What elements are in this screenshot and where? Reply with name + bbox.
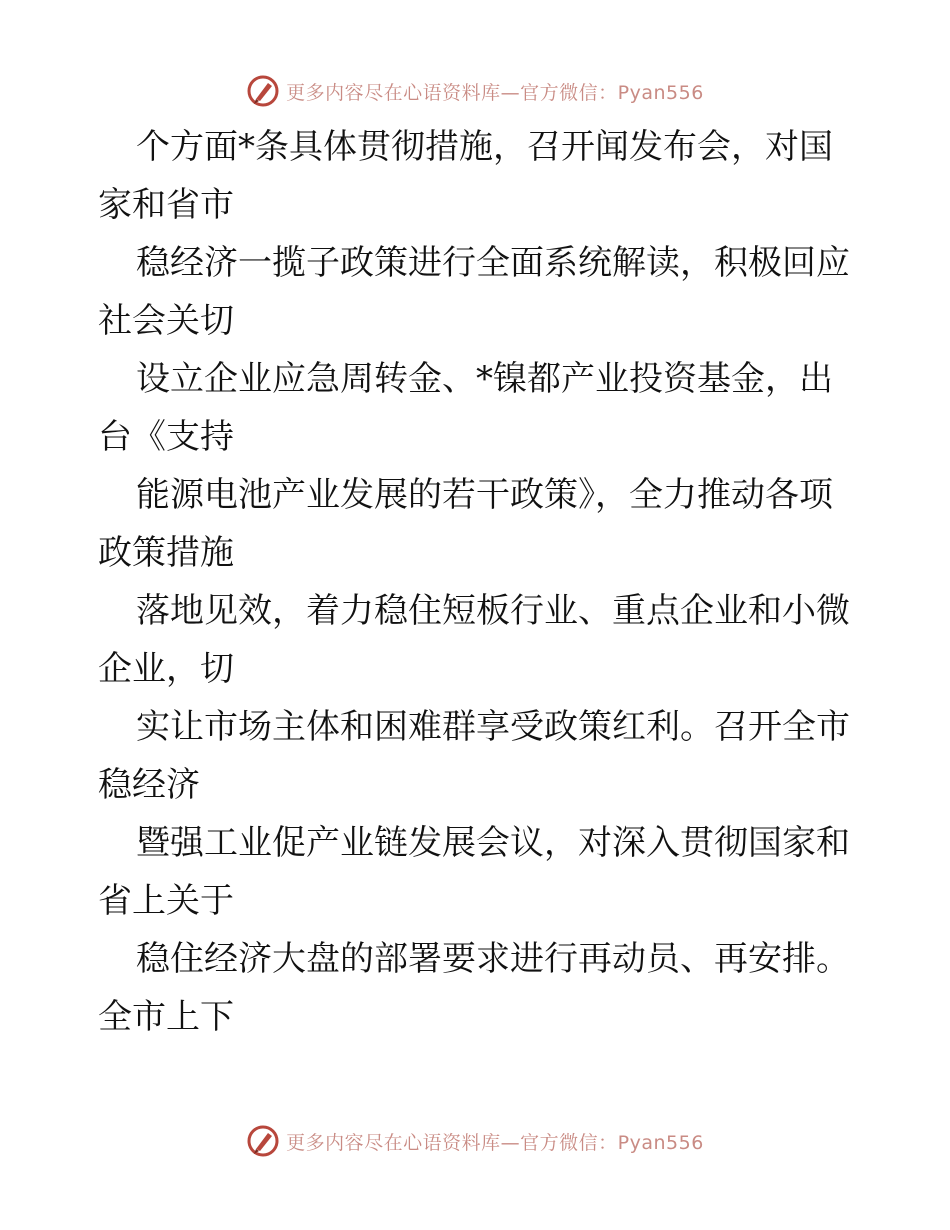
pen-logo-icon (246, 74, 280, 108)
watermark-text: 更多内容尽在心语资料库—官方微信：Pyan556 (286, 1131, 704, 1154)
paragraph-line: 政策措施 (98, 533, 234, 573)
paragraph-line: 省上关于 (98, 881, 234, 921)
paragraph-line: 稳经济 (98, 765, 200, 805)
watermark-text: 更多内容尽在心语资料库—官方微信：Pyan556 (286, 81, 704, 104)
paragraph-2 (98, 234, 858, 350)
document-body (98, 118, 858, 1046)
paragraph-line: 稳住经济大盘的部署要求进行再动员、再安排。 (136, 939, 850, 979)
paragraph-5 (98, 582, 858, 698)
paragraph-line: 设立企业应急周转金、*镍都产业投资基金，出 (136, 359, 833, 399)
paragraph-line: 个方面*条具体贯彻措施，召开闻发布会，对国 (136, 127, 833, 167)
paragraph-3 (98, 350, 858, 466)
paragraph-line: 企业，切 (98, 649, 234, 689)
paragraph-line: 家和省市 (98, 185, 234, 225)
paragraph-line: 台《支持 (98, 417, 234, 457)
paragraph-line: 社会关切 (98, 301, 234, 341)
paragraph-line: 全市上下 (98, 997, 234, 1037)
paragraph-7 (98, 814, 858, 930)
paragraph-line: 暨强工业促产业链发展会议，对深入贯彻国家和 (136, 823, 850, 863)
pen-logo-icon (246, 1124, 280, 1158)
footer-watermark (0, 1121, 950, 1161)
paragraph-1 (98, 118, 858, 234)
paragraph-line: 落地见效，着力稳住短板行业、重点企业和小微 (136, 591, 850, 631)
paragraph-4 (98, 466, 858, 582)
paragraph-line: 能源电池产业发展的若干政策》，全力推动各项 (136, 475, 833, 515)
paragraph-6 (98, 698, 858, 814)
header-watermark (0, 71, 950, 111)
paragraph-line: 实让市场主体和困难群享受政策红利。召开全市 (136, 707, 850, 747)
paragraph-8 (98, 930, 858, 1046)
paragraph-line: 稳经济一揽子政策进行全面系统解读，积极回应 (136, 243, 850, 283)
